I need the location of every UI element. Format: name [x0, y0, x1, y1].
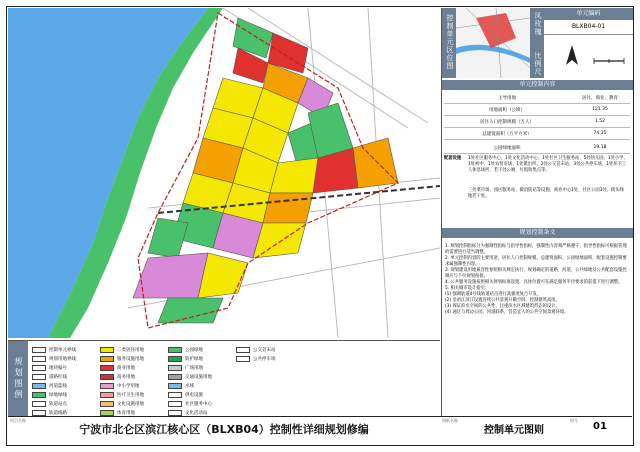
- legend-label: 医疗卫生用地: [117, 393, 144, 398]
- scale-label: 比例尺: [534, 52, 542, 76]
- legend-swatch: [236, 356, 250, 362]
- facility-label: 配套设施: [444, 156, 462, 161]
- legend-label: 中小学用地: [117, 384, 140, 389]
- legend-item: [236, 346, 276, 354]
- legend-item: [100, 373, 135, 381]
- legend-item: [100, 400, 144, 408]
- legend-label: 二类居住用地: [117, 348, 144, 353]
- legend-item: [100, 355, 144, 363]
- legend-swatch: [100, 401, 114, 407]
- legend-label: 商务用地: [117, 375, 135, 380]
- legend-label: 控制单元界线: [49, 348, 76, 353]
- legend-swatch: [32, 356, 46, 362]
- legend-swatch: [32, 383, 46, 389]
- legend-item: [32, 400, 67, 408]
- legend-swatch: [168, 383, 182, 389]
- legend-swatch: [32, 347, 46, 353]
- legend-title: 规划图例: [8, 341, 28, 417]
- legend-swatch: [100, 347, 114, 353]
- legend-swatch: [100, 374, 114, 380]
- legend-label: 公共停车场: [253, 357, 276, 362]
- unit-id-box: [544, 8, 633, 78]
- clause-item: (3) 保证滨水空间的公共性，注重滨水区域建筑形态的设计。: [445, 304, 560, 309]
- legend-label: 公交首末站: [253, 348, 276, 353]
- control-header: 单元控制内容: [442, 80, 633, 90]
- legend-label: 商业用地: [117, 366, 135, 371]
- info-panel: [441, 8, 632, 416]
- drawing-name: 控制单元图则: [484, 425, 544, 436]
- legend-label: 供电设施: [185, 393, 203, 398]
- control-row: 用地面积（公顷） 121.35: [444, 104, 630, 116]
- north-arrow-icon: [544, 35, 633, 79]
- wind-label: 风玫瑰: [534, 12, 542, 36]
- clause-item: 2. 单元控制内容的主要用途、居住人口控制规模、总建筑面积、公园绿地面积、配套设施控制要求属强制性内容。: [445, 256, 627, 267]
- legend-swatch: [100, 392, 114, 398]
- legend-item: [168, 364, 203, 372]
- legend-label: 地块编号: [49, 366, 67, 371]
- legend-item: [236, 355, 276, 363]
- clause-header: 规划控制条文: [442, 228, 633, 238]
- clause-item: 1. 规划控制指标分为强制性指标与指导性指标，强制性内容须严格遵守，指导性指标可根据管理的需要进行适当调整。: [445, 244, 627, 255]
- legend-item: [100, 382, 140, 390]
- legend-item: [168, 355, 203, 363]
- control-row: 公园绿地面积 19.18: [444, 142, 630, 154]
- unit-id: BLXB04-01: [544, 20, 633, 35]
- clause-item: 5. 相关城市设计指引：: [445, 286, 490, 291]
- inset-map: [456, 8, 530, 78]
- sheet-number: 01: [593, 421, 607, 432]
- legend-swatch: [168, 365, 182, 371]
- legend-swatch: [236, 347, 250, 353]
- legend-label: 道路红线: [49, 375, 67, 380]
- clause-list: [445, 244, 629, 316]
- legend-label: 河道蓝线: [49, 384, 67, 389]
- legend-swatch: [168, 347, 182, 353]
- clause-item: 3. 规划建设用地兼容性参照相关规定执行，规划确定的道路、河道、公共绿地及公共配套设施控制应与下位规划衔接。: [445, 268, 627, 279]
- legend-label: 广场用地: [185, 366, 203, 371]
- legend-label: 文化活动站: [185, 411, 208, 416]
- legend-swatch: [32, 401, 46, 407]
- legend-label: 轨道线路: [49, 411, 67, 416]
- loc-title: 控制单元区位图: [446, 14, 454, 70]
- clause-item: (1) 强调轨道4号线轨道站点进行高强度复合开发。: [445, 292, 542, 297]
- facility-text-2: 三处菜市场、园区服务站、微消防站等设施。商业中心1处、社区公园3处、街头绿地若干处。: [468, 188, 624, 199]
- legend-label: 体育用地: [117, 411, 135, 416]
- title-caption-right: 图纸名称: [442, 418, 458, 423]
- legend-item: [168, 382, 194, 390]
- legend-item: [32, 364, 67, 372]
- legend-item: [32, 382, 67, 390]
- loc-title-bar: [442, 8, 456, 78]
- legend-item: [168, 346, 203, 354]
- legend-label: 绿地绿线: [49, 393, 67, 398]
- legend-swatch: [100, 365, 114, 371]
- legend-label: 防护绿地: [185, 357, 203, 362]
- legend-item: [100, 346, 144, 354]
- control-row: 主导用地 居住、商业、教育: [444, 92, 630, 104]
- legend-item: [168, 373, 212, 381]
- legend-label: 社区服务中心: [185, 402, 212, 407]
- clause-item: (2) 沿甬江滨江设置连续公共景观开敞空间，控制建筑高度。: [445, 298, 560, 303]
- project-title: 宁波市北仑区滨江核心区（BLXB04）控制性详细规划修编: [79, 423, 369, 436]
- legend-label: 公园绿地: [185, 348, 203, 353]
- legend-swatch: [32, 374, 46, 380]
- legend-label: 轨道站点: [49, 402, 67, 407]
- title-caption-left: 项目名称: [10, 418, 26, 423]
- legend-item: [32, 355, 76, 363]
- legend-label: 水域: [185, 384, 194, 389]
- legend-swatch: [100, 383, 114, 389]
- clause-item: (4) 通过与周边公园、河道联系，营造宜人的公共空间景观环境。: [445, 310, 569, 315]
- legend-swatch: [32, 365, 46, 371]
- legend-item: [168, 391, 203, 399]
- legend-label: 规划用地界线: [49, 357, 76, 362]
- legend-label: 交通设施用地: [185, 375, 212, 380]
- title-caption-no: 图号: [570, 418, 578, 423]
- legend-item: [100, 364, 135, 372]
- legend-swatch: [168, 374, 182, 380]
- legend-swatch: [168, 392, 182, 398]
- legend-swatch: [100, 356, 114, 362]
- facility-text: 1处社区服务中心、1处文化活动中心、1处社区卫生服务站、5处幼儿园、1处小学、1处初中、1处农贸市场、1处派出所、2处公交首末站、3处公共停车场、1处环卫工人休息场所、若干处公厕、垃圾收集点等。: [468, 156, 628, 173]
- legend-item: [32, 346, 76, 354]
- legend-item: [32, 391, 67, 399]
- location-inset: [456, 8, 530, 78]
- legend: [8, 340, 440, 417]
- legend-item: [100, 391, 144, 399]
- legend-swatch: [168, 356, 182, 362]
- legend-label: 文化设施用地: [117, 402, 144, 407]
- legend-item: [32, 373, 67, 381]
- map-canvas: [8, 8, 440, 338]
- control-row: 总建筑面积（万平方米） 74.35: [444, 128, 630, 140]
- legend-label: 服务设施用地: [117, 357, 144, 362]
- legend-item: [168, 400, 212, 408]
- unit-id-label: 单元编码: [544, 8, 633, 20]
- legend-swatch: [32, 392, 46, 398]
- land-use-map: [8, 8, 440, 338]
- wind-scale-bar: [530, 8, 544, 78]
- legend-swatch: [168, 401, 182, 407]
- control-row: 居住人口控制规模（万人） 1.52: [444, 116, 630, 128]
- title-block: [8, 416, 632, 445]
- clause-item: 4. 公共服务设施按照相关规划标准设置，具体位置可在满足服务半径要求的前提下进行调整。: [445, 280, 623, 285]
